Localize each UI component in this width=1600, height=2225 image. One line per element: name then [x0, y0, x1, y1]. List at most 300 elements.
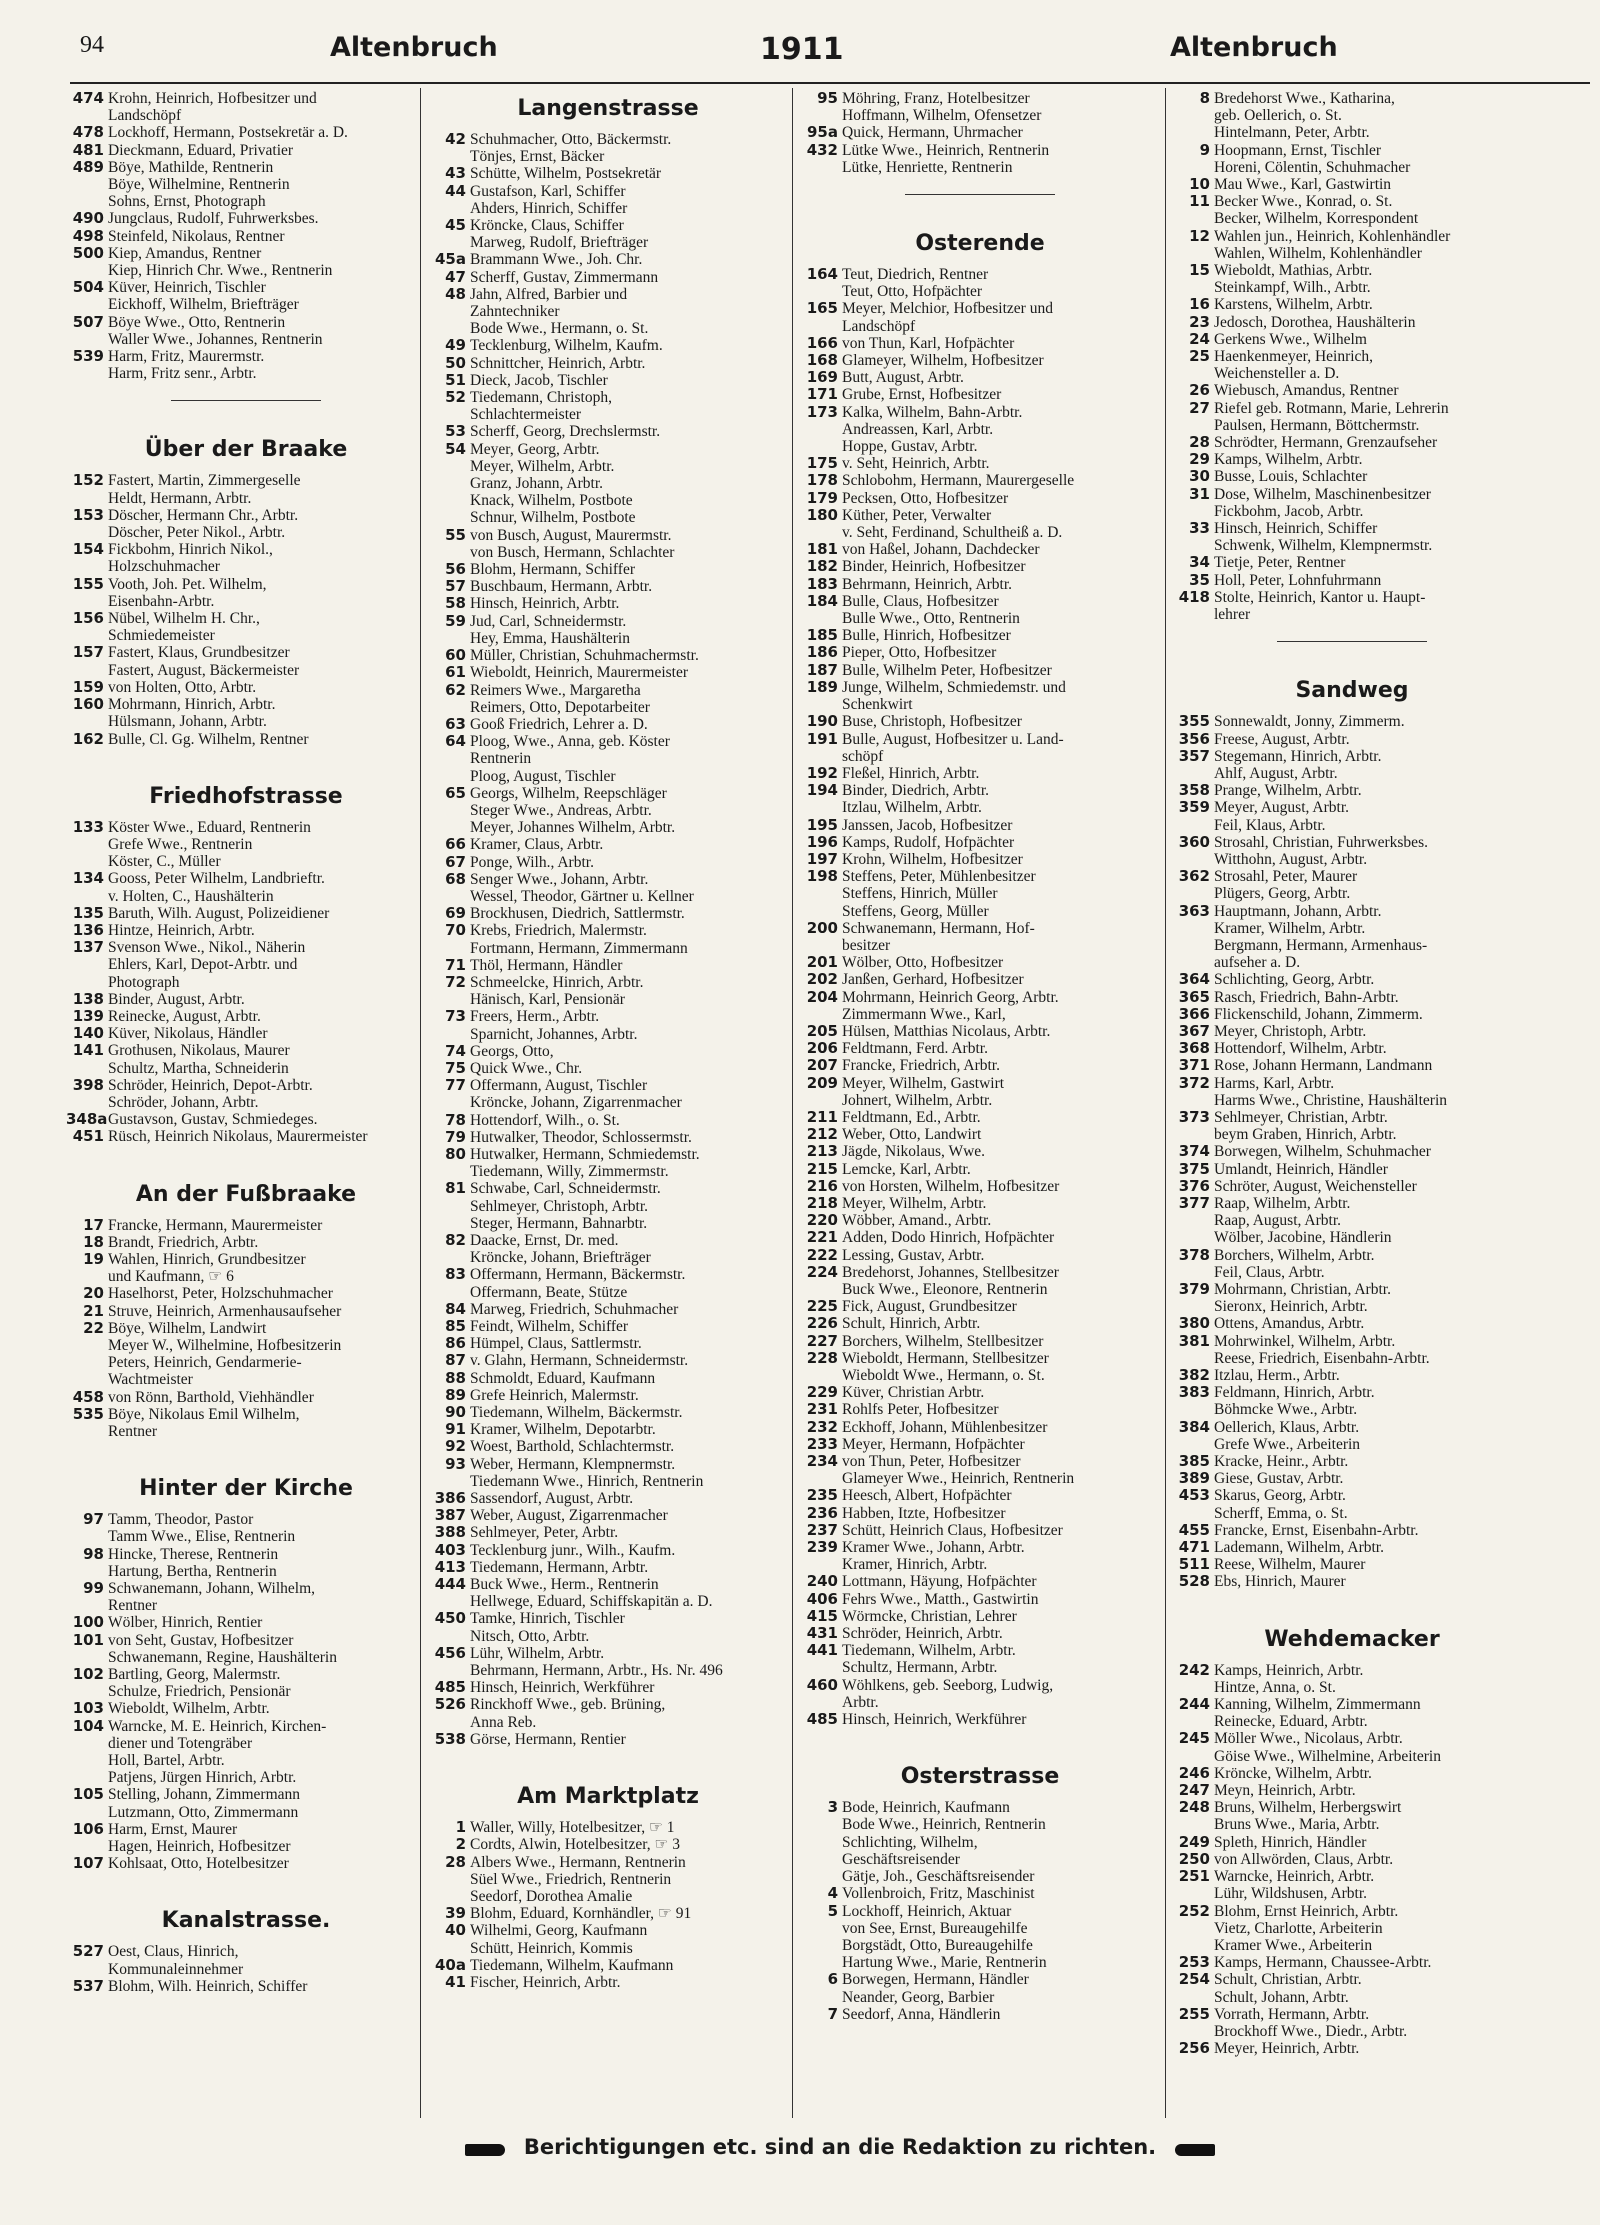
resident-entry	[66, 279, 426, 296]
house-number: 152	[72, 472, 104, 490]
resident-entry	[800, 1436, 1160, 1453]
resident-entry	[1172, 228, 1532, 245]
resident-text: Reinecke, August, Arbtr.	[108, 1007, 261, 1025]
resident-text: Döscher, Peter Nikol., Arbtr.	[108, 524, 286, 542]
resident-text: von Haßel, Johann, Dachdecker	[842, 541, 1040, 559]
resident-entry	[66, 1337, 426, 1354]
resident-entry	[428, 664, 788, 681]
resident-text: Sassendorf, August, Arbtr.	[470, 1490, 634, 1508]
resident-text: Kröncke, Wilhelm, Arbtr.	[1214, 1764, 1372, 1782]
house-number: 67	[445, 853, 466, 871]
house-number: 247	[1178, 1782, 1210, 1800]
house-number: 194	[806, 782, 838, 800]
resident-entry	[66, 1406, 426, 1423]
resident-text: Bulle, Claus, Hofbesitzer	[842, 592, 999, 610]
resident-text: Pieper, Otto, Hofbesitzer	[842, 644, 997, 662]
resident-entry	[66, 1042, 426, 1059]
house-number: 39	[445, 1905, 466, 1923]
house-number: 168	[806, 352, 838, 370]
resident-entry	[800, 1281, 1160, 1298]
pointing-hand-icon	[465, 2144, 505, 2156]
house-number: 51	[445, 371, 466, 389]
resident-text: Sonnewaldt, Jonny, Zimmerm.	[1214, 713, 1405, 731]
resident-text: Neander, Georg, Barbier	[842, 1988, 995, 2006]
house-number: 229	[806, 1384, 838, 1402]
resident-text: Weichensteller a. D.	[1214, 365, 1340, 383]
resident-text: Offermann, August, Tischler	[470, 1077, 648, 1095]
house-number: 17	[83, 1216, 104, 1234]
resident-entry	[1172, 1419, 1532, 1436]
resident-text: Borchers, Wilhelm, Arbtr.	[1214, 1246, 1375, 1264]
house-number: 232	[806, 1418, 838, 1436]
house-number: 195	[806, 816, 838, 834]
resident-entry	[428, 234, 788, 251]
resident-text: Ahlf, August, Arbtr.	[1214, 764, 1338, 782]
resident-text: Tiedemann, Wilhelm, Arbtr.	[842, 1642, 1016, 1660]
resident-text: Meyer, Christoph, Arbtr.	[1214, 1022, 1367, 1040]
resident-text: Thöl, Hermann, Händler	[470, 956, 623, 974]
house-number: 84	[445, 1300, 466, 1318]
resident-entry	[800, 937, 1160, 954]
house-number: 198	[806, 868, 838, 886]
house-number: 485	[806, 1711, 838, 1729]
resident-entry	[800, 1023, 1160, 1040]
resident-text: Hoppe, Gustav, Arbtr.	[842, 438, 978, 456]
resident-entry	[1172, 1453, 1532, 1470]
house-number: 359	[1178, 799, 1210, 817]
resident-text: Borchers, Wilhelm, Stellbesitzer	[842, 1332, 1044, 1350]
resident-entry	[1172, 1556, 1532, 1573]
resident-entry	[800, 1298, 1160, 1315]
house-number: 481	[72, 141, 104, 159]
resident-text: Meyer, August, Arbtr.	[1214, 799, 1349, 817]
resident-entry	[428, 1266, 788, 1283]
resident-entry	[800, 644, 1160, 661]
resident-text: Eisenbahn-Arbtr.	[108, 592, 215, 610]
resident-text: Küver, Heinrich, Tischler	[108, 279, 266, 297]
resident-text: Wachtmeister	[108, 1371, 193, 1389]
running-title-left: Altenbruch	[330, 32, 498, 63]
resident-entry	[800, 1573, 1160, 1590]
resident-text: Meyer, Wilhelm, Gastwirt	[842, 1074, 1005, 1092]
house-number: 190	[806, 713, 838, 731]
house-number: 378	[1178, 1246, 1210, 1264]
resident-text: Hinsch, Heinrich, Werkführer	[470, 1679, 655, 1697]
resident-entry	[1172, 296, 1532, 313]
house-number: 95a	[807, 124, 838, 142]
resident-text: Habben, Itzte, Hofbesitzer	[842, 1504, 1006, 1522]
resident-entry	[1172, 1350, 1532, 1367]
resident-entry	[66, 1285, 426, 1302]
resident-entry	[1172, 1023, 1532, 1040]
resident-entry	[66, 245, 426, 262]
resident-entry	[800, 1677, 1160, 1694]
resident-entry	[800, 335, 1160, 352]
resident-entry	[800, 1040, 1160, 1057]
house-number: 23	[1189, 313, 1210, 331]
resident-text: Warncke, M. E. Heinrich, Kirchen-	[108, 1717, 327, 1735]
resident-entry	[1172, 520, 1532, 537]
resident-text: Lühr, Wildshusen, Arbtr.	[1214, 1885, 1368, 1903]
house-number: 233	[806, 1435, 838, 1453]
resident-entry	[800, 541, 1160, 558]
house-number: 41	[445, 1973, 466, 1991]
house-number: 251	[1178, 1868, 1210, 1886]
column-3	[800, 90, 1160, 2023]
house-number: 527	[72, 1943, 104, 1961]
resident-entry	[1172, 1989, 1532, 2006]
house-number: 133	[72, 818, 104, 836]
resident-text: Dose, Wilhelm, Maschinenbesitzer	[1214, 485, 1431, 503]
house-number: 77	[445, 1077, 466, 1095]
resident-text: Schwenk, Wilhelm, Klempnermstr.	[1214, 537, 1433, 555]
resident-entry	[800, 438, 1160, 455]
resident-text: Weber, August, Zigarrenmacher	[470, 1507, 668, 1525]
house-number: 48	[445, 285, 466, 303]
resident-text: Johnert, Wilhelm, Arbtr.	[842, 1091, 993, 1109]
resident-text: Bruns Wwe., Maria, Arbtr.	[1214, 1816, 1380, 1834]
resident-text: Andreassen, Karl, Arbtr.	[842, 420, 994, 438]
resident-text: Hottendorf, Wilh., o. St.	[470, 1111, 620, 1129]
resident-text: Lademann, Wilhelm, Arbtr.	[1214, 1539, 1384, 1557]
resident-text: Senger Wwe., Johann, Arbtr.	[470, 870, 649, 888]
house-number: 388	[434, 1524, 466, 1542]
resident-entry	[66, 124, 426, 141]
house-number: 418	[1178, 588, 1210, 606]
resident-entry	[66, 1769, 426, 1786]
resident-entry	[800, 524, 1160, 541]
house-number: 183	[806, 575, 838, 593]
house-number: 104	[72, 1717, 104, 1735]
resident-entry	[800, 765, 1160, 782]
resident-text: Ploog, Wwe., Anna, geb. Köster	[470, 733, 670, 751]
resident-text: Grefe Wwe., Rentnerin	[108, 835, 253, 853]
street-heading: Sandweg	[1295, 678, 1409, 704]
house-number: 65	[445, 784, 466, 802]
resident-entry	[428, 200, 788, 217]
house-number: 153	[72, 506, 104, 524]
resident-entry	[1172, 1971, 1532, 1988]
house-number: 3	[827, 1799, 838, 1817]
resident-entry	[428, 1370, 788, 1387]
resident-entry	[428, 768, 788, 785]
resident-entry	[66, 314, 426, 331]
house-number: 235	[806, 1487, 838, 1505]
resident-entry	[428, 1318, 788, 1335]
resident-entry	[66, 490, 426, 507]
resident-text: von Allwörden, Claus, Arbtr.	[1214, 1850, 1394, 1868]
resident-entry	[428, 1043, 788, 1060]
house-number: 53	[445, 423, 466, 441]
resident-entry	[1172, 486, 1532, 503]
house-number: 182	[806, 558, 838, 576]
resident-entry	[1172, 2006, 1532, 2023]
resident-entry	[800, 1642, 1160, 1659]
resident-text: Bartling, Georg, Malermstr.	[108, 1666, 281, 1684]
resident-entry	[66, 1511, 426, 1528]
resident-text: Quick, Hermann, Uhrmacher	[842, 124, 1023, 142]
house-number: 216	[806, 1177, 838, 1195]
house-number: 56	[445, 561, 466, 579]
resident-entry	[66, 1060, 426, 1077]
resident-text: Patjens, Jürgen Hinrich, Arbtr.	[108, 1769, 297, 1787]
resident-text: Raap, Wilhelm, Arbtr.	[1214, 1194, 1351, 1212]
resident-entry	[1172, 468, 1532, 485]
column-divider	[420, 88, 421, 2118]
resident-entry	[428, 1129, 788, 1146]
resident-text: v. Seht, Ferdinand, Schultheiß a. D.	[842, 524, 1063, 542]
footer-text: Berichtigungen etc. sind an die Redaktion zu richten.	[523, 2135, 1157, 2159]
resident-text: Itzlau, Wilhelm, Arbtr.	[842, 799, 982, 817]
resident-entry	[66, 558, 426, 575]
resident-entry	[800, 817, 1160, 834]
column-4	[1172, 90, 1532, 2057]
resident-entry	[428, 492, 788, 509]
house-number: 474	[72, 90, 104, 107]
resident-text: Eckhoff, Johann, Mühlenbesitzer	[842, 1418, 1048, 1436]
resident-entry	[428, 1335, 788, 1352]
house-number: 368	[1178, 1040, 1210, 1058]
house-number: 511	[1178, 1556, 1210, 1574]
resident-text: Blohm, Eduard, Kornhändler, ☞ 91	[470, 1905, 692, 1923]
resident-entry	[428, 1542, 788, 1559]
resident-text: v. Glahn, Hermann, Schneidermstr.	[470, 1352, 689, 1370]
resident-text: Böhmcke Wwe., Arbtr.	[1214, 1401, 1358, 1419]
resident-text: Schenkwirt	[842, 696, 913, 714]
resident-entry	[428, 1662, 788, 1679]
resident-entry	[66, 1546, 426, 1563]
resident-entry	[800, 283, 1160, 300]
resident-text: Ehlers, Karl, Depot-Arbtr. und	[108, 956, 298, 974]
resident-text: Zimmermann Wwe., Karl,	[842, 1005, 1006, 1023]
column-divider	[792, 88, 793, 2118]
resident-entry	[1172, 1748, 1532, 1765]
resident-entry	[800, 662, 1160, 679]
house-number: 237	[806, 1521, 838, 1539]
house-number: 362	[1178, 868, 1210, 886]
resident-text: Borwegen, Wilhelm, Schuhmacher	[1214, 1143, 1431, 1161]
resident-text: Mohrmann, Hinrich, Arbtr.	[108, 696, 276, 714]
resident-text: Heldt, Hermann, Arbtr.	[108, 489, 252, 507]
resident-entry	[800, 1903, 1160, 1920]
resident-entry	[800, 90, 1160, 107]
resident-text: Riefel geb. Rotmann, Marie, Lehrerin	[1214, 399, 1449, 417]
resident-text: Feldtmann, Ferd. Arbtr.	[842, 1040, 988, 1058]
resident-text: von Thun, Karl, Hofpächter	[842, 334, 1015, 352]
resident-text: Kröncke, Johann, Zigarrenmacher	[470, 1094, 682, 1112]
house-number: 87	[445, 1352, 466, 1370]
resident-entry	[66, 731, 426, 748]
resident-text: Küver, Nikolaus, Händler	[108, 1025, 268, 1043]
resident-text: Jud, Carl, Schneidermstr.	[470, 612, 627, 630]
street-heading: Osterende	[915, 231, 1045, 257]
resident-text: Steffens, Hinrich, Müller	[842, 885, 998, 903]
resident-text: Köster, C., Müller	[108, 853, 221, 871]
house-number: 471	[1178, 1539, 1210, 1557]
resident-text: Kommunaleinnehmer	[108, 1960, 244, 1978]
resident-text: Lockhoff, Heinrich, Aktuar	[842, 1902, 1012, 1920]
resident-text: Stelling, Johann, Zimmermann	[108, 1786, 301, 1804]
house-number: 255	[1178, 2005, 1210, 2023]
house-number: 44	[445, 182, 466, 200]
resident-entry	[428, 595, 788, 612]
resident-text: Schwanemann, Regine, Haushälterin	[108, 1648, 337, 1666]
resident-entry	[1172, 1075, 1532, 1092]
resident-entry	[66, 1320, 426, 1337]
resident-text: Peters, Heinrich, Gendarmerie-	[108, 1354, 302, 1372]
house-number: 244	[1178, 1696, 1210, 1714]
resident-entry	[66, 331, 426, 348]
resident-text: Fick, August, Grundbesitzer	[842, 1298, 1017, 1316]
house-number: 236	[806, 1504, 838, 1522]
resident-entry	[800, 421, 1160, 438]
resident-entry	[66, 107, 426, 124]
resident-text: Görse, Hermann, Rentier	[470, 1730, 626, 1748]
resident-entry	[66, 1838, 426, 1855]
resident-text: Kamps, Heinrich, Arbtr.	[1214, 1661, 1364, 1679]
resident-entry	[1172, 731, 1532, 748]
resident-text: Böye, Wilhelmine, Rentnerin	[108, 176, 290, 194]
resident-entry	[428, 561, 788, 578]
resident-text: Hintze, Heinrich, Arbtr.	[108, 921, 255, 939]
resident-text: Vollenbroich, Fritz, Maschinist	[842, 1885, 1035, 1903]
resident-entry	[66, 1597, 426, 1614]
resident-entry	[428, 1163, 788, 1180]
resident-entry	[428, 1610, 788, 1627]
resident-text: Vooth, Joh. Pet. Wilhelm,	[108, 575, 267, 593]
resident-entry	[66, 1251, 426, 1268]
resident-text: Tiedemann Wwe., Hinrich, Rentnerin	[470, 1472, 704, 1490]
resident-entry	[66, 1423, 426, 1440]
house-number: 225	[806, 1298, 838, 1316]
resident-text: Karstens, Wilhelm, Arbtr.	[1214, 296, 1373, 314]
resident-entry	[1172, 1178, 1532, 1195]
house-number: 64	[445, 733, 466, 751]
resident-text: Brockhoff Wwe., Diedr., Arbtr.	[1214, 2022, 1408, 2040]
resident-text: Lockhoff, Hermann, Postsekretär a. D.	[108, 124, 348, 142]
resident-text: Janssen, Jacob, Hofbesitzer	[842, 816, 1013, 834]
resident-entry	[1172, 107, 1532, 124]
resident-entry	[66, 1077, 426, 1094]
house-number: 348a	[66, 1111, 108, 1129]
resident-text: Fischer, Heinrich, Arbtr.	[470, 1973, 621, 1991]
resident-text: von Horsten, Wilhelm, Hofbesitzer	[842, 1177, 1060, 1195]
house-number: 11	[1189, 193, 1210, 211]
house-number: 184	[806, 592, 838, 610]
house-number: 504	[72, 279, 104, 297]
house-number: 19	[83, 1250, 104, 1268]
house-number: 18	[83, 1233, 104, 1251]
section-rule	[171, 400, 321, 401]
house-number: 376	[1178, 1177, 1210, 1195]
resident-entry	[1172, 606, 1532, 623]
resident-text: Wölber, Jacobine, Händlerin	[1214, 1229, 1392, 1247]
resident-text: Hincke, Therese, Rentnerin	[108, 1545, 279, 1563]
resident-text: Blohm, Ernst Heinrich, Arbtr.	[1214, 1902, 1399, 1920]
resident-entry	[800, 404, 1160, 421]
resident-entry	[66, 576, 426, 593]
resident-text: Jungclaus, Rudolf, Fuhrwerksbes.	[108, 210, 319, 228]
resident-entry	[428, 974, 788, 991]
house-number: 201	[806, 954, 838, 972]
resident-text: Kröncke, Claus, Schiffer	[470, 217, 624, 235]
resident-text: Hinsch, Heinrich, Arbtr.	[470, 595, 620, 613]
house-number: 528	[1178, 1573, 1210, 1591]
house-number: 403	[434, 1541, 466, 1559]
resident-text: Bode Wwe., Heinrich, Rentnerin	[842, 1816, 1046, 1834]
resident-entry	[66, 662, 426, 679]
house-number: 4	[827, 1885, 838, 1903]
resident-text: Heesch, Albert, Hofpächter	[842, 1487, 1012, 1505]
house-number: 5	[827, 1902, 838, 1920]
year-heading: 1911	[760, 32, 844, 67]
resident-text: Wieboldt, Wilhelm, Arbtr.	[108, 1700, 270, 1718]
house-number: 489	[72, 158, 104, 176]
house-number: 138	[72, 990, 104, 1008]
resident-text: Bulle Wwe., Otto, Rentnerin	[842, 610, 1020, 628]
resident-text: Wölber, Otto, Hofbesitzer	[842, 954, 1004, 972]
resident-text: Ottens, Amandus, Arbtr.	[1214, 1315, 1365, 1333]
resident-entry	[1172, 1436, 1532, 1453]
house-number: 205	[806, 1022, 838, 1040]
house-number: 105	[72, 1786, 104, 1804]
section-rule	[905, 194, 1055, 195]
house-number: 78	[445, 1111, 466, 1129]
house-number: 456	[434, 1644, 466, 1662]
resident-text: Steger, Hermann, Bahnarbtr.	[470, 1214, 648, 1232]
resident-entry	[800, 1401, 1160, 1418]
resident-entry	[66, 1614, 426, 1631]
resident-text: Reese, Friedrich, Eisenbahn-Arbtr.	[1214, 1349, 1430, 1367]
resident-entry	[428, 148, 788, 165]
house-number: 360	[1178, 833, 1210, 851]
resident-text: Holl, Bartel, Arbtr.	[108, 1752, 225, 1770]
resident-entry	[800, 1522, 1160, 1539]
resident-text: Bredehorst, Johannes, Stellbesitzer	[842, 1263, 1059, 1281]
resident-entry	[1172, 765, 1532, 782]
resident-text: Grube, Ernst, Hofbesitzer	[842, 386, 1002, 404]
resident-entry	[1172, 159, 1532, 176]
resident-text: Waller, Willy, Hotelbesitzer, ☞ 1	[470, 1819, 675, 1837]
resident-text: Scherff, Emma, o. St.	[1214, 1504, 1348, 1522]
resident-text: Junge, Wilhelm, Schmiedemstr. und	[842, 678, 1066, 696]
resident-text: Horeni, Cölentin, Schuhmacher	[1214, 158, 1411, 176]
house-number: 43	[445, 165, 466, 183]
resident-text: Jedosch, Dorothea, Haushälterin	[1214, 313, 1416, 331]
resident-text: Busse, Louis, Schlachter	[1214, 468, 1368, 486]
resident-entry	[800, 1625, 1160, 1642]
resident-entry	[66, 939, 426, 956]
resident-text: Gooss, Peter Wilhelm, Landbrieftr.	[108, 870, 325, 888]
house-number: 197	[806, 850, 838, 868]
resident-text: Stolte, Heinrich, Kantor u. Haupt-	[1214, 588, 1426, 606]
resident-text: Wahlen, Hinrich, Grundbesitzer	[108, 1250, 306, 1268]
resident-text: Warncke, Heinrich, Arbtr.	[1214, 1868, 1375, 1886]
resident-entry	[1172, 90, 1532, 107]
resident-entry	[800, 1834, 1160, 1851]
house-number: 83	[445, 1266, 466, 1284]
resident-text: Tiedemann, Hermann, Arbtr.	[470, 1558, 649, 1576]
resident-text: Paulsen, Hermann, Böttchermstr.	[1214, 416, 1420, 434]
resident-entry	[800, 799, 1160, 816]
resident-text: Schmiedemeister	[108, 627, 215, 645]
resident-entry	[800, 455, 1160, 472]
resident-text: Fehrs Wwe., Matth., Gastwirtin	[842, 1590, 1039, 1608]
resident-entry	[66, 1025, 426, 1042]
house-number: 380	[1178, 1315, 1210, 1333]
resident-entry	[66, 1821, 426, 1838]
resident-text: Sehlmeyer, Christoph, Arbtr.	[470, 1197, 649, 1215]
